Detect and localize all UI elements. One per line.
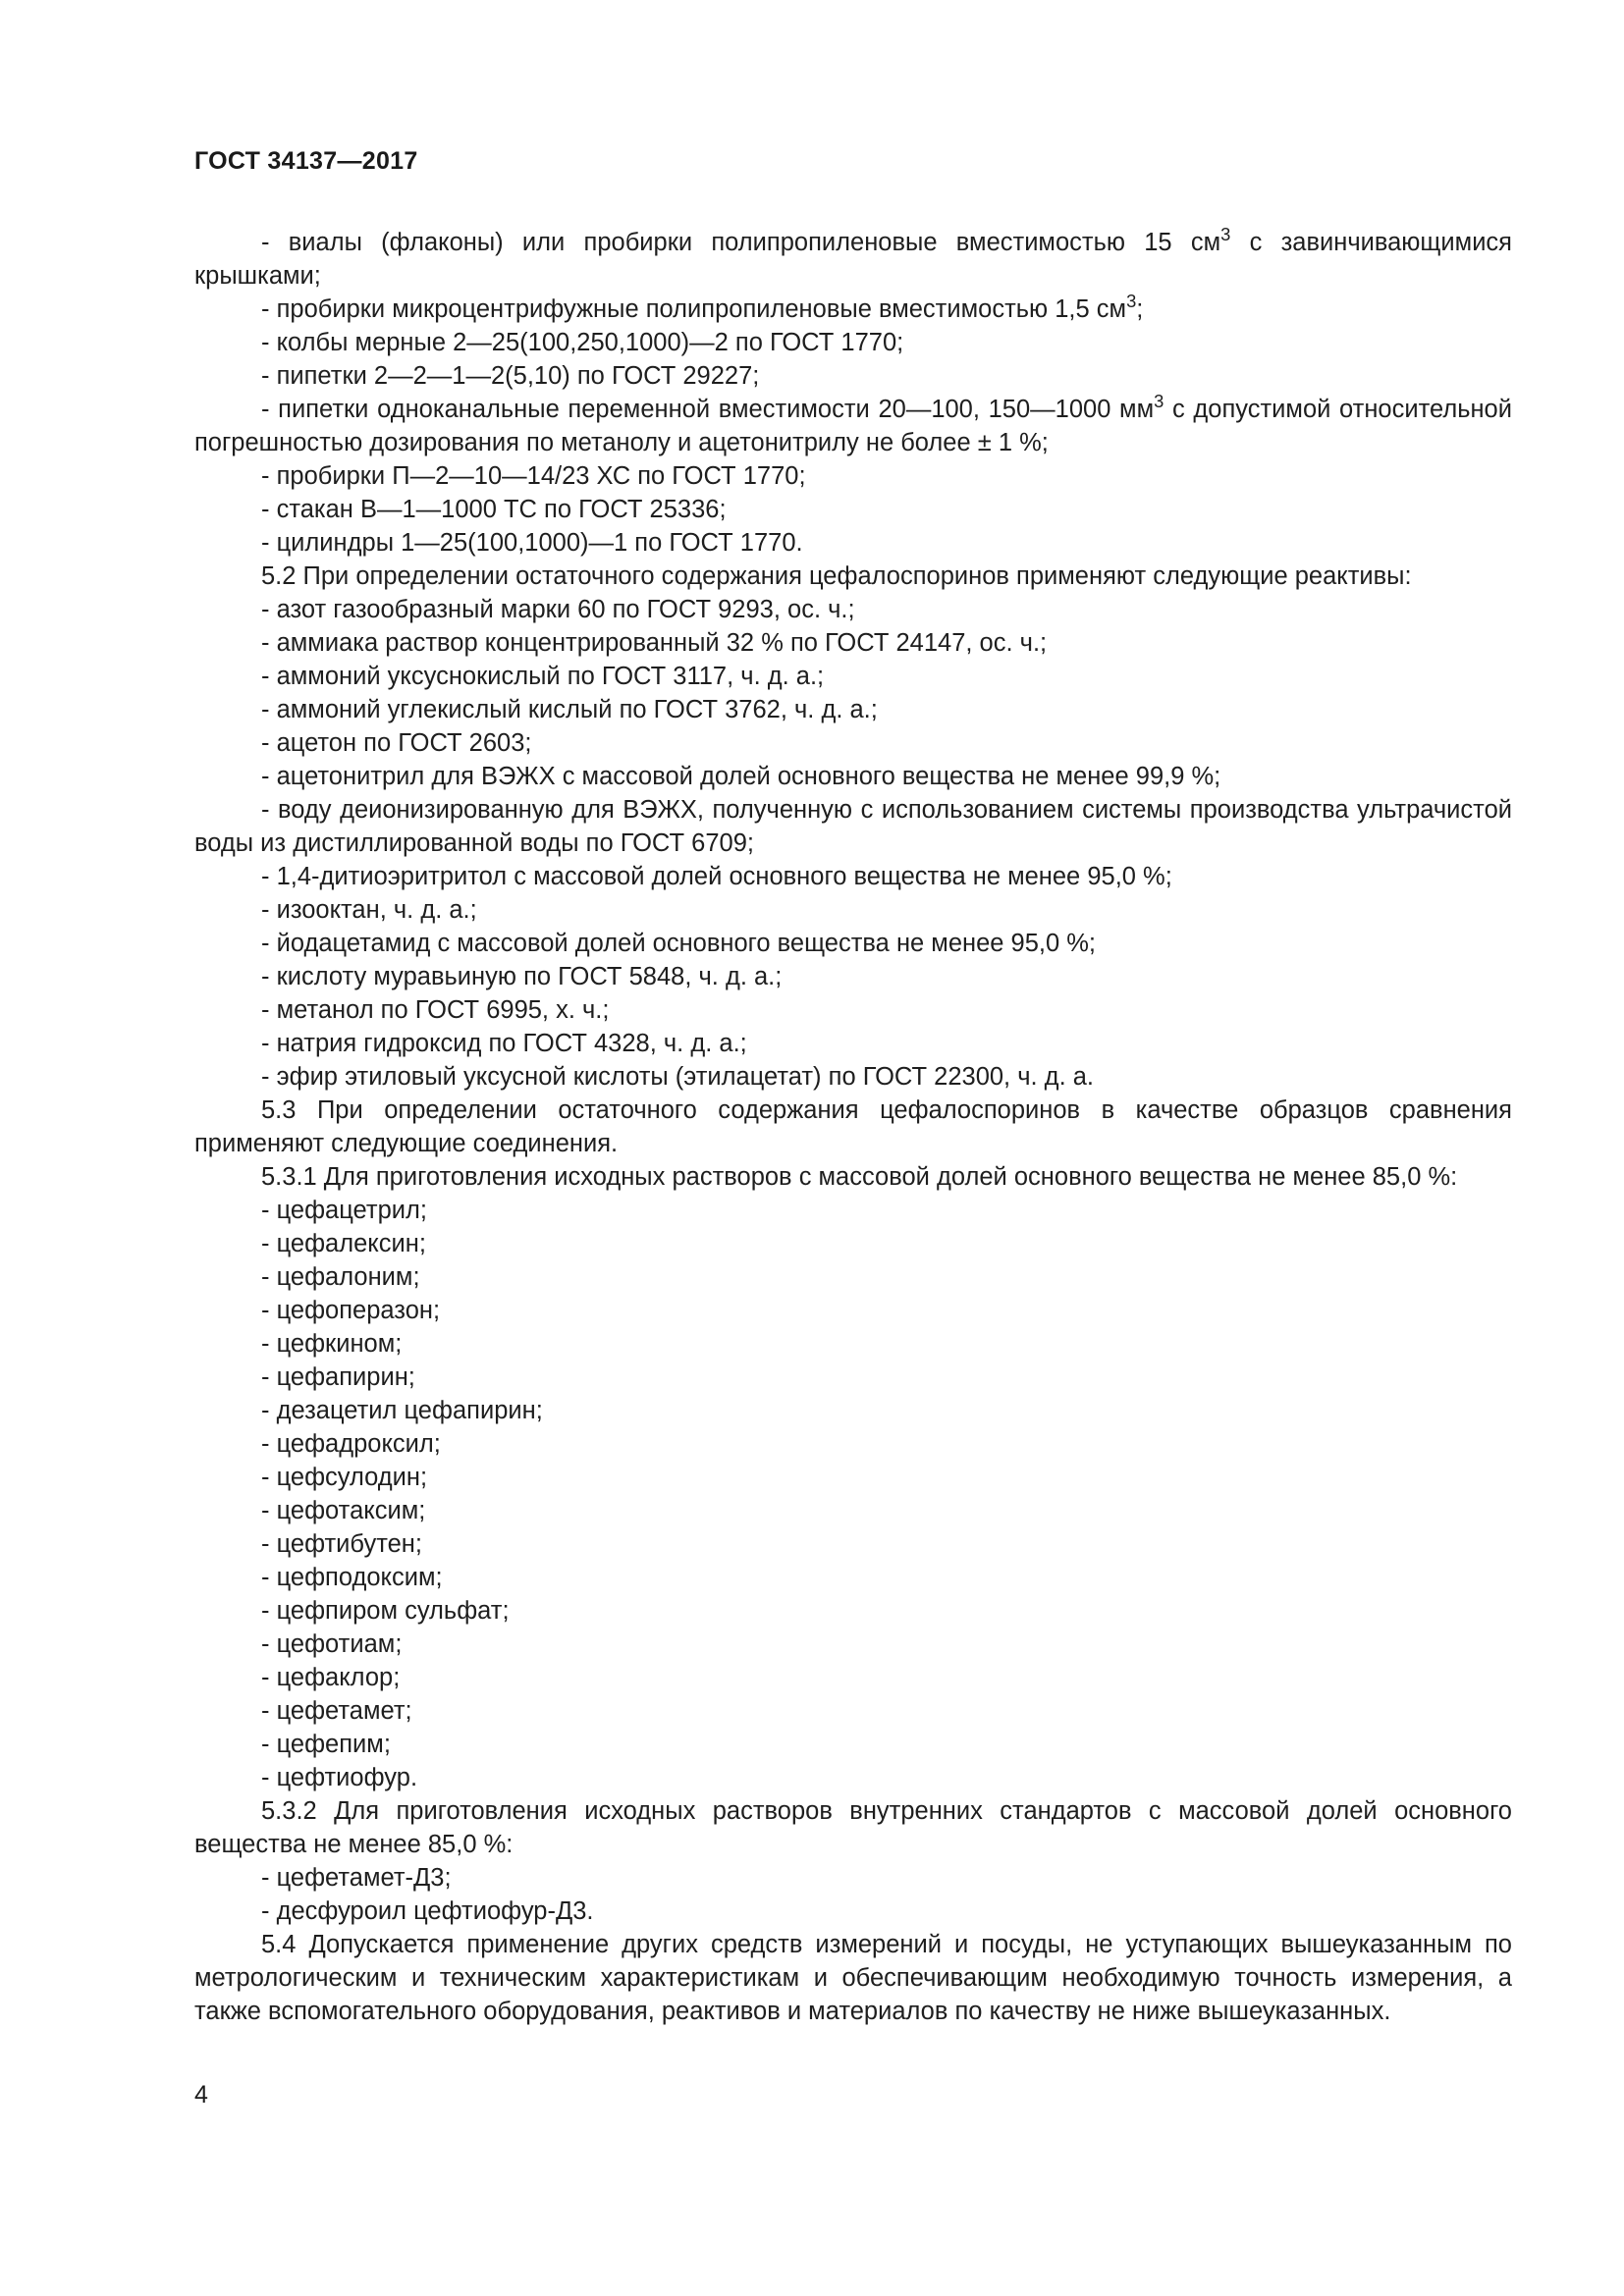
list-item: - аммоний углекислый кислый по ГОСТ 3762, ч. д. а.; xyxy=(261,696,878,723)
list-item: - цефетамет; xyxy=(261,1697,412,1725)
list-item: - цефалексин; xyxy=(261,1230,426,1257)
list-item: - йодацетамид с массовой долей основного вещества не менее 95,0 %; xyxy=(261,930,1097,957)
list-item: - цефподоксим; xyxy=(261,1564,443,1591)
section-5-3-2-intro: 5.3.2 Для приготовления исходных растворов внутренних стандартов с массовой долей основного вещества не менее 85,0 %: xyxy=(194,1797,1512,1858)
list-item: - цефтибутен; xyxy=(261,1530,422,1558)
equipment-list xyxy=(194,223,1512,560)
list-item: - цилиндры 1—25(100,1000)—1 по ГОСТ 1770. xyxy=(261,529,803,557)
list-item: - дезацетил цефапирин; xyxy=(261,1397,543,1424)
list-item: - пипетки 2—2—1—2(5,10) по ГОСТ 29227; xyxy=(261,362,760,390)
list-item: - пипетки одноканальные переменной вместимости 20—100, 150—1000 $мм^3$ с допустимой относительной погрешностью дозирования по метанолу и ацетонитрилу не более ± 1 %; xyxy=(194,390,1512,456)
list-item: - аммоний уксуснокислый по ГОСТ 3117, ч. д. а.; xyxy=(261,663,825,690)
list-item: - цефетамет-Д3; xyxy=(261,1864,452,1892)
list-item: - цефсулодин; xyxy=(261,1464,428,1491)
list-item: - цефадроксил; xyxy=(261,1430,441,1458)
list-item: - ацетонитрил для ВЭЖХ с массовой долей основного вещества не менее 99,9 %; xyxy=(261,763,1221,790)
section-5-3 xyxy=(194,1094,1512,1160)
list-item: - цефотаксим; xyxy=(261,1497,426,1524)
list-item: - цефоперазон; xyxy=(261,1297,441,1324)
section-5-2 xyxy=(194,560,1512,1094)
list-item: - цефаклор; xyxy=(261,1664,401,1691)
section-5-4 xyxy=(194,1928,1512,2028)
list-item: - пробирки микроцентрифужные полипропиленовые вместимостью 1,5 $см^3$; xyxy=(261,290,1144,323)
page-number: 4 xyxy=(194,2081,208,2109)
list-item: - метанол по ГОСТ 6995, х. ч.; xyxy=(261,996,610,1024)
document-code-header: ГОСТ 34137—2017 xyxy=(194,147,418,175)
section-5-3-intro: 5.3 При определении остаточного содержания цефалоспоринов в качестве образцов сравнения применяют следующие соединения. xyxy=(194,1096,1512,1157)
list-item: - десфуроил цефтиофур-Д3. xyxy=(261,1897,594,1925)
list-item: - цефацетрил; xyxy=(261,1197,427,1224)
list-item: - колбы мерные 2—25(100,250,1000)—2 по ГОСТ 1770; xyxy=(261,329,904,356)
list-item: - азот газообразный марки 60 по ГОСТ 9293, ос. ч.; xyxy=(261,596,855,623)
list-item: - аммиака раствор концентрированный 32 % по ГОСТ 24147, ос. ч.; xyxy=(261,629,1048,657)
document-body xyxy=(194,223,1512,2028)
section-5-3-2 xyxy=(194,1794,1512,1928)
list-item: - стакан В—1—1000 ТС по ГОСТ 25336; xyxy=(261,496,727,523)
list-item: - цефотиам; xyxy=(261,1630,403,1658)
section-5-3-1-intro: 5.3.1 Для приготовления исходных растворов с массовой долей основного вещества не менее 85,0 %: xyxy=(261,1163,1458,1191)
section-5-4-text: 5.4 Допускается применение других средств измерений и посуды, не уступающих вышеуказанным по метрологическим и техническим характеристикам и обеспечивающим необходимую точность измерения, а также вспомогательного оборудования, реактивов и материалов по качеству не ниже вышеуказанных. xyxy=(194,1931,1512,2025)
list-item: - 1,4-дитиоэритритол с массовой долей основного вещества не менее 95,0 %; xyxy=(261,863,1172,890)
list-item: - изооктан, ч. д. а.; xyxy=(261,896,477,924)
list-item: - ацетон по ГОСТ 2603; xyxy=(261,729,532,757)
list-item: - воду деионизированную для ВЭЖХ, полученную с использованием системы производства ультрачистой воды из дистиллированной воды по ГОСТ 6709; xyxy=(194,796,1512,857)
list-item: - кислоту муравьиную по ГОСТ 5848, ч. д. а.; xyxy=(261,963,783,990)
section-5-3-1 xyxy=(194,1160,1512,1794)
list-item: - цефапирин; xyxy=(261,1363,415,1391)
list-item: - натрия гидроксид по ГОСТ 4328, ч. д. а.; xyxy=(261,1030,747,1057)
list-item: - цефтиофур. xyxy=(261,1764,418,1791)
list-item: - цефалоним; xyxy=(261,1263,420,1291)
section-5-2-intro: 5.2 При определении остаточного содержания цефалоспоринов применяют следующие реактивы: xyxy=(261,562,1412,590)
list-item: - эфир этиловый уксусной кислоты (этилацетат) по ГОСТ 22300, ч. д. а. xyxy=(261,1063,1094,1091)
list-item: - цефепим; xyxy=(261,1731,391,1758)
list-item: - виалы (флаконы) или пробирки полипропиленовые вместимостью 15 $см^3$ с завинчивающимися крышками; xyxy=(194,223,1512,290)
list-item: - пробирки П—2—10—14/23 ХС по ГОСТ 1770; xyxy=(261,462,806,490)
list-item: - цефпиром сульфат; xyxy=(261,1597,510,1625)
list-item: - цефкином; xyxy=(261,1330,403,1358)
